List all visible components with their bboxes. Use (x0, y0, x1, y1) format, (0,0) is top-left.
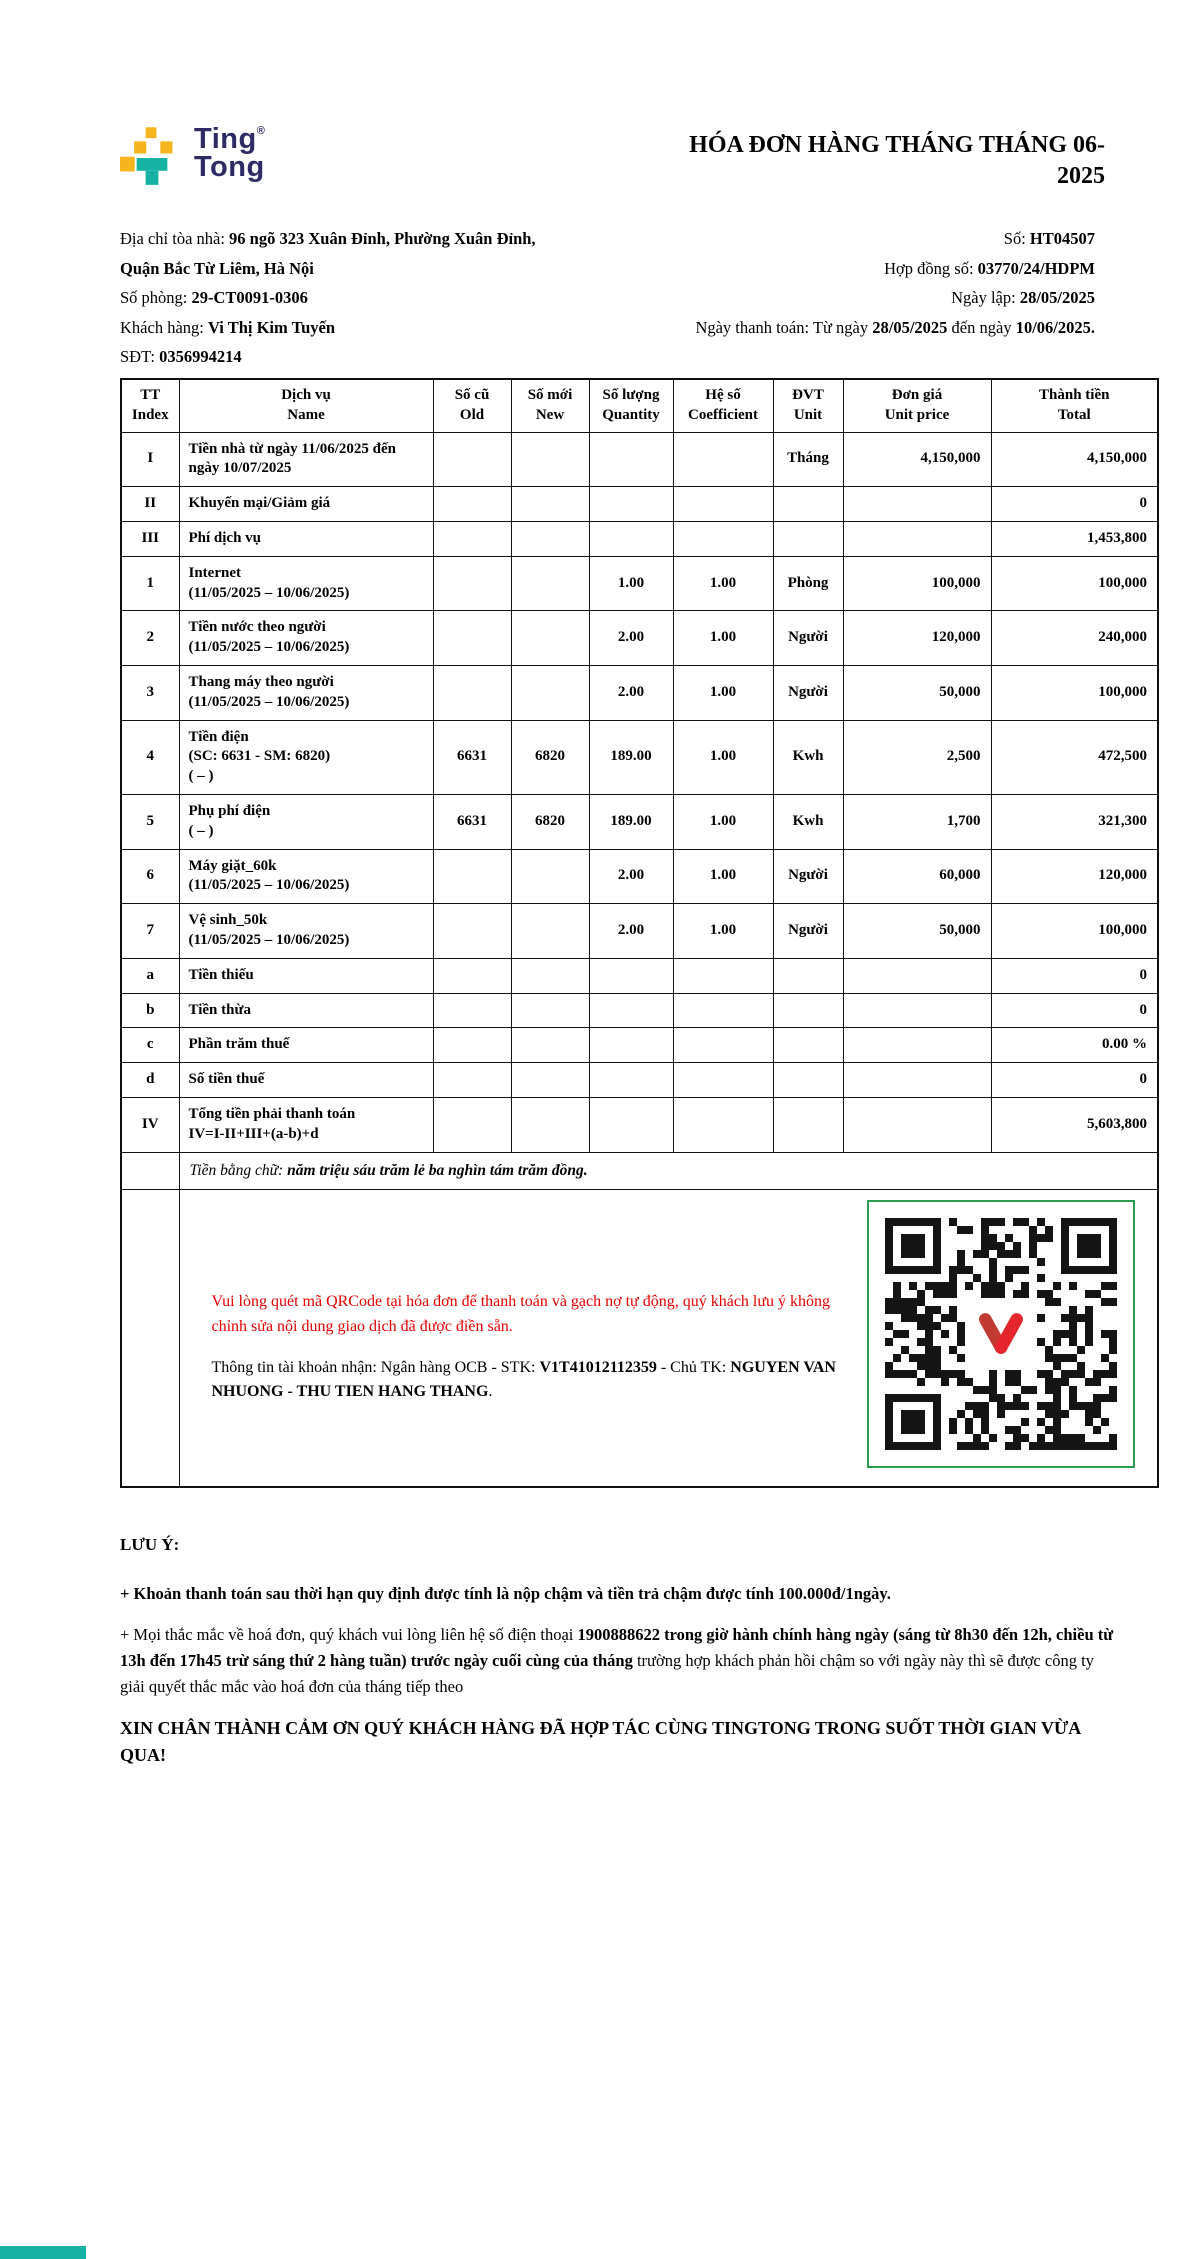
cell-unit-price: 2,500 (843, 720, 991, 794)
cell-name: Tổng tiền phải thanh toán IV=I-II+III+(a-b)+d (179, 1097, 433, 1152)
cell-total: 321,300 (991, 794, 1158, 849)
cell-old (433, 611, 511, 666)
cell-index: III (121, 521, 179, 556)
cell-quantity (589, 432, 673, 487)
cell-total: 1,453,800 (991, 521, 1158, 556)
cell-name: Phần trăm thuế (179, 1028, 433, 1063)
cell-coefficient (673, 1063, 773, 1098)
tingtong-logo (120, 123, 266, 195)
tingtong-logo-icon (120, 126, 184, 195)
issue-date: Ngày lập: 28/05/2025 (951, 288, 1095, 307)
cell-unit (773, 1063, 843, 1098)
cell-index: II (121, 487, 179, 522)
cell-index: 1 (121, 556, 179, 611)
cell-coefficient: 1.00 (673, 720, 773, 794)
cell-total: 5,603,800 (991, 1097, 1158, 1152)
payment-window: Ngày thanh toán: Từ ngày 28/05/2025 đến ngày 10/06/2025. (695, 317, 1095, 337)
cell-new (511, 904, 589, 959)
cell-total: 0.00 % (991, 1028, 1158, 1063)
cell-quantity (589, 958, 673, 993)
table-row (121, 432, 1158, 487)
cell-coefficient: 1.00 (673, 794, 773, 849)
late-payment-note: + Khoản thanh toán sau thời hạn quy định được tính là nộp chậm và tiền trả chậm được tính 100.000đ/1ngày. (120, 1583, 891, 1603)
cell-unit (773, 1097, 843, 1152)
cell-name: Vệ sinh_50k (11/05/2025 – 10/06/2025) (179, 904, 433, 959)
col-header: Hệ số Coefficient (673, 379, 773, 432)
cell-unit: Kwh (773, 794, 843, 849)
cell-old (433, 487, 511, 522)
cell-unit-price: 50,000 (843, 665, 991, 720)
cell-quantity: 2.00 (589, 849, 673, 904)
cell-index: IV (121, 1097, 179, 1152)
vietqr-heart-icon (972, 1305, 1030, 1363)
cell-unit: Người (773, 665, 843, 720)
cell-quantity (589, 487, 673, 522)
cell-name: Tiền nhà từ ngày 11/06/2025 đến ngày 10/07/2025 (179, 432, 433, 487)
tingtong-logo-text: Ting® Tong (194, 123, 266, 183)
cell-name: Máy giặt_60k (11/05/2025 – 10/06/2025) (179, 849, 433, 904)
cell-total: 0 (991, 487, 1158, 522)
header-row (121, 379, 1158, 432)
table-row (121, 487, 1158, 522)
cell-name: Tiền thiếu (179, 958, 433, 993)
registered-mark: ® (256, 125, 266, 137)
col-header: ĐVT Unit (773, 379, 843, 432)
cell-new (511, 1097, 589, 1152)
cell-unit (773, 521, 843, 556)
cell-index: 2 (121, 611, 179, 666)
cell-unit-price (843, 521, 991, 556)
cell-unit-price: 60,000 (843, 849, 991, 904)
cell-total: 472,500 (991, 720, 1158, 794)
cell-index: 3 (121, 665, 179, 720)
cell-unit: Tháng (773, 432, 843, 487)
cell-quantity (589, 993, 673, 1028)
cell-quantity: 189.00 (589, 794, 673, 849)
cell-name: Phí dịch vụ (179, 521, 433, 556)
cell-quantity: 2.00 (589, 904, 673, 959)
cell-name: Tiền nước theo người (11/05/2025 – 10/06/2025) (179, 611, 433, 666)
cell-total: 0 (991, 993, 1158, 1028)
col-header: Số mới New (511, 379, 589, 432)
cell-unit (773, 993, 843, 1028)
cell-index (121, 1152, 179, 1189)
cell-unit-price: 4,150,000 (843, 432, 991, 487)
cell-index (121, 1189, 179, 1487)
cell-name: Tiền thừa (179, 993, 433, 1028)
qr-scan-note: Vui lòng quét mã QRCode tại hóa đơn để thanh toán và gạch nợ tự động, quý khách lưu ý không chỉnh sửa nội dung giao dịch đã được điền sẵn. (211, 1292, 831, 1335)
cell-old (433, 432, 511, 487)
cell-unit (773, 958, 843, 993)
cell-coefficient: 1.00 (673, 904, 773, 959)
cell-old: 6631 (433, 794, 511, 849)
cell-index: 4 (121, 720, 179, 794)
cell-index: a (121, 958, 179, 993)
cell-coefficient (673, 993, 773, 1028)
cell-total: 100,000 (991, 556, 1158, 611)
cell-old (433, 1097, 511, 1152)
cell-coefficient (673, 1028, 773, 1063)
cell-new (511, 611, 589, 666)
cell-unit: Kwh (773, 720, 843, 794)
cell-quantity (589, 521, 673, 556)
table-row (121, 794, 1158, 849)
table-row (121, 1028, 1158, 1063)
cell-index: b (121, 993, 179, 1028)
cell-unit (773, 487, 843, 522)
table-row (121, 958, 1158, 993)
cell-index: c (121, 1028, 179, 1063)
amount-in-words-row (121, 1152, 1158, 1189)
cell-new (511, 556, 589, 611)
cell-unit: Người (773, 611, 843, 666)
table-row (121, 904, 1158, 959)
cell-name: Khuyến mại/Giảm giá (179, 487, 433, 522)
cell-quantity (589, 1028, 673, 1063)
cell-new (511, 521, 589, 556)
cell-coefficient (673, 521, 773, 556)
cell-coefficient: 1.00 (673, 611, 773, 666)
cell-quantity: 189.00 (589, 720, 673, 794)
cell-unit-price (843, 958, 991, 993)
payment-cell (179, 1189, 1158, 1487)
cell-name: Internet (11/05/2025 – 10/06/2025) (179, 556, 433, 611)
table-body (121, 432, 1158, 1152)
building-address: Địa chỉ tòa nhà: 96 ngõ 323 Xuân Đỉnh, Phường Xuân Đỉnh, Quận Bắc Từ Liêm, Hà Nội (120, 229, 536, 278)
cell-unit-price (843, 1063, 991, 1098)
cell-unit (773, 1028, 843, 1063)
cell-name: Tiền điện (SC: 6631 - SM: 6820) ( – ) (179, 720, 433, 794)
cell-quantity: 2.00 (589, 665, 673, 720)
cell-coefficient (673, 1097, 773, 1152)
invoice-table (120, 378, 1159, 1488)
cell-quantity (589, 1063, 673, 1098)
table-header (121, 379, 1158, 432)
cell-old: 6631 (433, 720, 511, 794)
cell-unit-price (843, 1097, 991, 1152)
cell-quantity: 2.00 (589, 611, 673, 666)
table-row (121, 1063, 1158, 1098)
cell-name: Số tiền thuế (179, 1063, 433, 1098)
room-number: Số phòng: 29-CT0091-0306 (120, 288, 308, 307)
cell-new (511, 1063, 589, 1098)
cell-quantity (589, 1097, 673, 1152)
cell-unit: Người (773, 849, 843, 904)
cell-new: 6820 (511, 720, 589, 794)
cell-unit-price (843, 1028, 991, 1063)
customer-name: Khách hàng: Vi Thị Kim Tuyến (120, 317, 335, 337)
cell-old (433, 1063, 511, 1098)
cell-new (511, 993, 589, 1028)
col-header: Đơn giá Unit price (843, 379, 991, 432)
table-row (121, 521, 1158, 556)
footer-accent-bar (0, 2246, 86, 2259)
cell-old (433, 1028, 511, 1063)
cell-old (433, 556, 511, 611)
table-row (121, 993, 1158, 1028)
cell-old (433, 521, 511, 556)
cell-index: 7 (121, 904, 179, 959)
footer-notes (120, 1532, 1120, 1784)
cell-unit-price: 50,000 (843, 904, 991, 959)
cell-coefficient (673, 487, 773, 522)
cell-index: 6 (121, 849, 179, 904)
cell-unit-price: 100,000 (843, 556, 991, 611)
cell-new (511, 432, 589, 487)
cell-coefficient: 1.00 (673, 665, 773, 720)
cell-coefficient: 1.00 (673, 849, 773, 904)
cell-new (511, 1028, 589, 1063)
cell-coefficient: 1.00 (673, 556, 773, 611)
cell-total: 120,000 (991, 849, 1158, 904)
table-row (121, 720, 1158, 794)
cell-unit: Phòng (773, 556, 843, 611)
col-header: TT Index (121, 379, 179, 432)
cell-coefficient (673, 432, 773, 487)
cell-total: 100,000 (991, 665, 1158, 720)
amount-in-words: Tiền bằng chữ: năm triệu sáu trăm lẻ ba nghìn tám trăm đồng. (179, 1152, 1158, 1189)
cell-new (511, 665, 589, 720)
payment-instructions (212, 1290, 842, 1405)
col-header: Thành tiền Total (991, 379, 1158, 432)
cell-new (511, 487, 589, 522)
cell-total: 0 (991, 1063, 1158, 1098)
table-row (121, 665, 1158, 720)
cell-old (433, 958, 511, 993)
cell-total: 0 (991, 958, 1158, 993)
invoice-number: Số: HT04507 (1003, 229, 1095, 248)
cell-total: 4,150,000 (991, 432, 1158, 487)
cell-index: d (121, 1063, 179, 1098)
cell-new: 6820 (511, 794, 589, 849)
table-row (121, 611, 1158, 666)
cell-unit-price: 120,000 (843, 611, 991, 666)
thank-you-message: XIN CHÂN THÀNH CẢM ƠN QUÝ KHÁCH HÀNG ĐÃ HỢP TÁC CÙNG TINGTONG TRONG SUỐT THỜI GIAN VỪA QUA! (120, 1718, 1081, 1766)
col-header: Số cũ Old (433, 379, 511, 432)
notes-heading: LƯU Ý: (120, 1535, 180, 1554)
cell-name: Thang máy theo người (11/05/2025 – 10/06/2025) (179, 665, 433, 720)
cell-new (511, 958, 589, 993)
invoice-meta (475, 224, 1095, 342)
cell-old (433, 665, 511, 720)
cell-unit-price: 1,700 (843, 794, 991, 849)
cell-new (511, 849, 589, 904)
cell-total: 100,000 (991, 904, 1158, 959)
cell-index: 5 (121, 794, 179, 849)
cell-old (433, 993, 511, 1028)
cell-unit: Người (773, 904, 843, 959)
cell-coefficient (673, 958, 773, 993)
customer-phone: SĐT: 0356994214 (120, 347, 242, 366)
table-row (121, 849, 1158, 904)
page-title: HÓA ĐƠN HÀNG THÁNG THÁNG 06-2025 (689, 132, 1105, 189)
cell-name: Phụ phí điện ( – ) (179, 794, 433, 849)
cell-old (433, 849, 511, 904)
qr-code (867, 1200, 1135, 1468)
cell-unit-price (843, 993, 991, 1028)
bank-account-info: Thông tin tài khoản nhận: Ngân hàng OCB - STK: V1T41012112359 - Chủ TK: NGUYEN VAN NHUONG - THU TIEN HANG THANG. (211, 1358, 836, 1401)
cell-total: 240,000 (991, 611, 1158, 666)
col-header: Số lượng Quantity (589, 379, 673, 432)
col-header: Dịch vụ Name (179, 379, 433, 432)
hotline-note: + Mọi thắc mắc về hoá đơn, quý khách vui lòng liên hệ số điện thoại 1900888622 trong giờ hành chính hàng ngày (sáng từ 8h30 đến 12h, chiều từ 13h đến 17h45 trừ sáng thứ 2 hàng tuần) trước ngày cuối cùng của tháng trường hợp khách phản hồi chậm so với ngày này thì sẽ được công ty giải quyết thắc mắc vào hoá đơn của tháng tiếp theo (120, 1624, 1114, 1697)
cell-quantity: 1.00 (589, 556, 673, 611)
payment-row (121, 1189, 1158, 1487)
cell-index: I (121, 432, 179, 487)
table-row (121, 1097, 1158, 1152)
cell-unit-price (843, 487, 991, 522)
contract-number: Hợp đồng số: 03770/24/HDPM (884, 258, 1095, 278)
table-row (121, 556, 1158, 611)
cell-old (433, 904, 511, 959)
